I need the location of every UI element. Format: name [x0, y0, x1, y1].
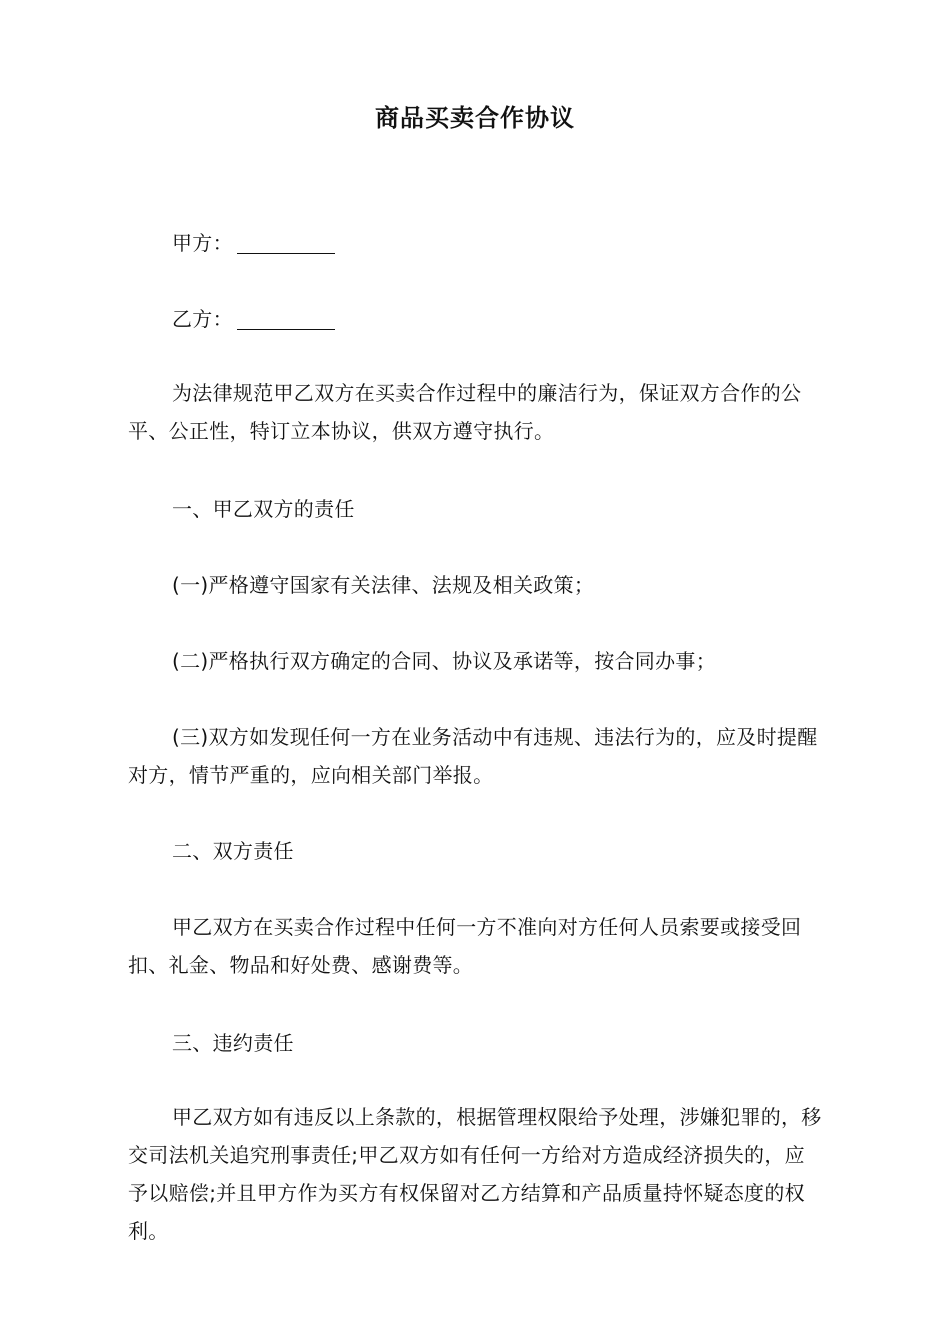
- party-a-line: [128, 224, 822, 262]
- party-b-blank: [237, 307, 335, 330]
- section1-heading: 一、甲乙双方的责任: [172, 497, 355, 521]
- section2-heading: 二、双方责任: [172, 839, 294, 863]
- party-a-label: 甲方：: [172, 231, 233, 255]
- section1-item2: (二)严格执行双方确定的合同、协议及承诺等，按合同办事；: [172, 649, 717, 673]
- party-a-blank: [237, 231, 335, 254]
- party-b-line: [128, 300, 822, 338]
- section3-paragraph: 甲乙双方如有违反以上条款的，根据管理权限给予处理，涉嫌犯罪的，移交司法机关追究刑事责任;甲乙双方如有任何一方给对方造成经济损失的，应予以赔偿;并且甲方作为买方有权保留对乙方结算和产品质量持怀疑态度的权利。: [128, 1105, 822, 1243]
- section1-item3: (三)双方如发现任何一方在业务活动中有违规、违法行为的，应及时提醒对方，情节严重的，应向相关部门举报。: [128, 725, 818, 787]
- intro-paragraph: 为法律规范甲乙双方在买卖合作过程中的廉洁行为，保证双方合作的公平、公正性，特订立本协议，供双方遵守执行。: [128, 381, 802, 443]
- document-title: 商品买卖合作协议: [375, 104, 575, 132]
- section1-item1: (一)严格遵守国家有关法律、法规及相关政策；: [172, 573, 595, 597]
- section2-paragraph: 甲乙双方在买卖合作过程中任何一方不准向对方任何人员索要或接受回扣、礼金、物品和好处费、感谢费等。: [128, 915, 802, 977]
- party-b-label: 乙方：: [172, 307, 233, 331]
- section3-heading: 三、违约责任: [172, 1031, 294, 1055]
